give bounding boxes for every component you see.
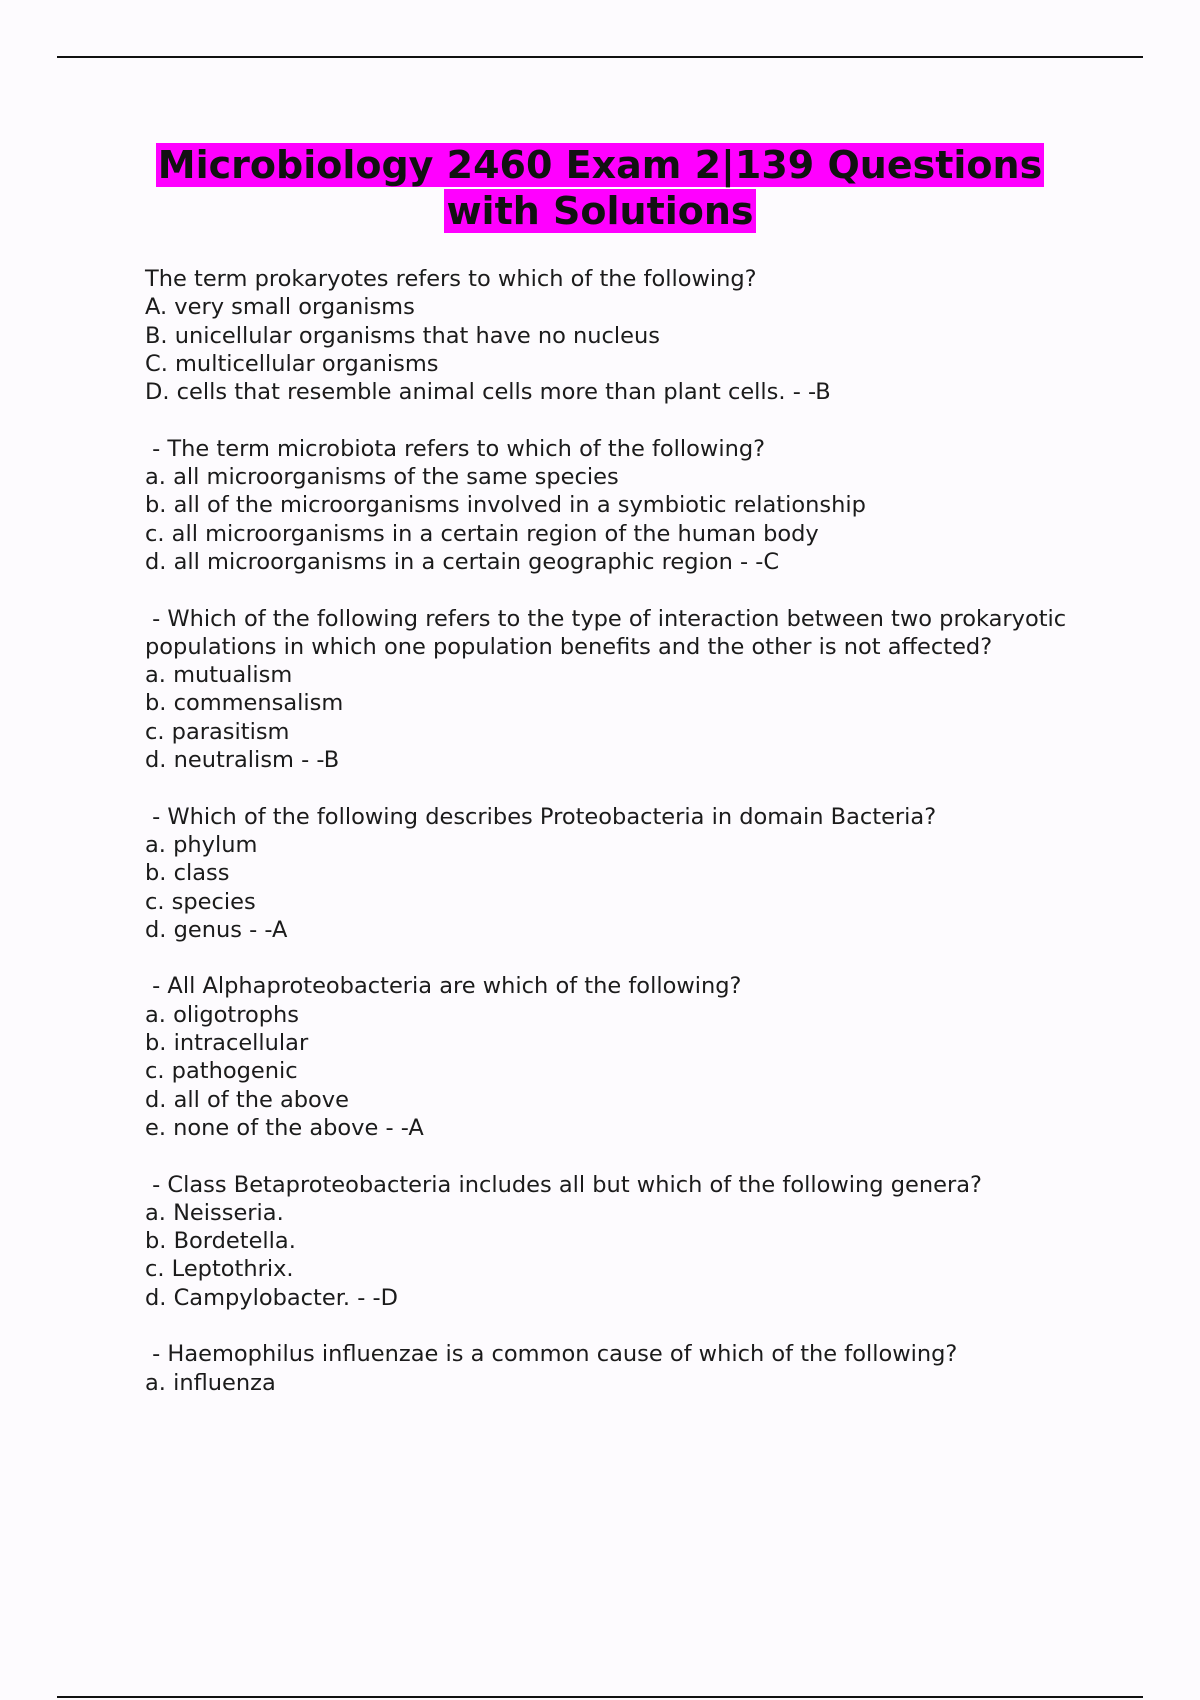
title-line-2: with Solutions [446, 189, 754, 233]
question-block [145, 1171, 1095, 1312]
title-line-1: Microbiology 2460 Exam 2|139 Questions [157, 143, 1043, 187]
question-prompt: - Which of the following refers to the type of interaction between two prokaryotic populations in which one population benefits and the other is not affected? [145, 605, 1074, 660]
answer-option: D. cells that resemble animal cells more than plant cells. - -B [145, 379, 831, 406]
answer-option: c. Leptothrix. [145, 1256, 294, 1283]
question-block [145, 265, 1095, 406]
answer-option: c. parasitism [145, 718, 290, 745]
bottom-rule [57, 1696, 1143, 1698]
answer-option: B. unicellular organisms that have no nucleus [145, 322, 660, 349]
answer-option: c. pathogenic [145, 1058, 298, 1085]
answer-option: a. influenza [145, 1369, 276, 1396]
question-list [145, 265, 1095, 1425]
answer-option: b. commensalism [145, 690, 344, 717]
answer-option: A. very small organisms [145, 294, 415, 321]
question-prompt: - All Alphaproteobacteria are which of the following? [145, 973, 742, 1000]
answer-option: c. all microorganisms in a certain region of the human body [145, 520, 819, 547]
question-block [145, 605, 1095, 775]
answer-option: e. none of the above - -A [145, 1114, 424, 1141]
answer-option: d. all microorganisms in a certain geographic region - -C [145, 548, 780, 575]
answer-option: a. oligotrophs [145, 1001, 300, 1028]
answer-option: d. genus - -A [145, 916, 288, 943]
answer-option: a. phylum [145, 831, 258, 858]
question-prompt: The term prokaryotes refers to which of the following? [145, 266, 757, 292]
question-prompt: - Haemophilus influenzae is a common cause of which of the following? [145, 1341, 958, 1368]
answer-option: b. Bordetella. [145, 1228, 296, 1255]
answer-option: d. all of the above [145, 1086, 349, 1113]
question-block [145, 972, 1095, 1142]
answer-option: d. Campylobacter. - -D [145, 1284, 398, 1311]
answer-option: b. intracellular [145, 1030, 309, 1057]
question-prompt: - Which of the following describes Proteobacteria in domain Bacteria? [145, 803, 937, 830]
answer-option: c. species [145, 888, 256, 915]
answer-option: b. all of the microorganisms involved in a symbiotic relationship [145, 492, 866, 519]
answer-option: a. all microorganisms of the same species [145, 464, 619, 491]
answer-option: b. class [145, 860, 230, 887]
answer-option: a. Neisseria. [145, 1199, 284, 1226]
answer-option: C. multicellular organisms [145, 350, 439, 377]
answer-option: d. neutralism - -B [145, 747, 340, 774]
answer-option: a. mutualism [145, 662, 293, 689]
document-title [100, 142, 1100, 234]
top-rule [57, 56, 1143, 58]
question-block [145, 803, 1095, 944]
question-block [145, 435, 1095, 576]
question-prompt: - Class Betaproteobacteria includes all but which of the following genera? [145, 1171, 982, 1198]
question-prompt: - The term microbiota refers to which of the following? [145, 435, 766, 462]
question-block [145, 1340, 1095, 1397]
